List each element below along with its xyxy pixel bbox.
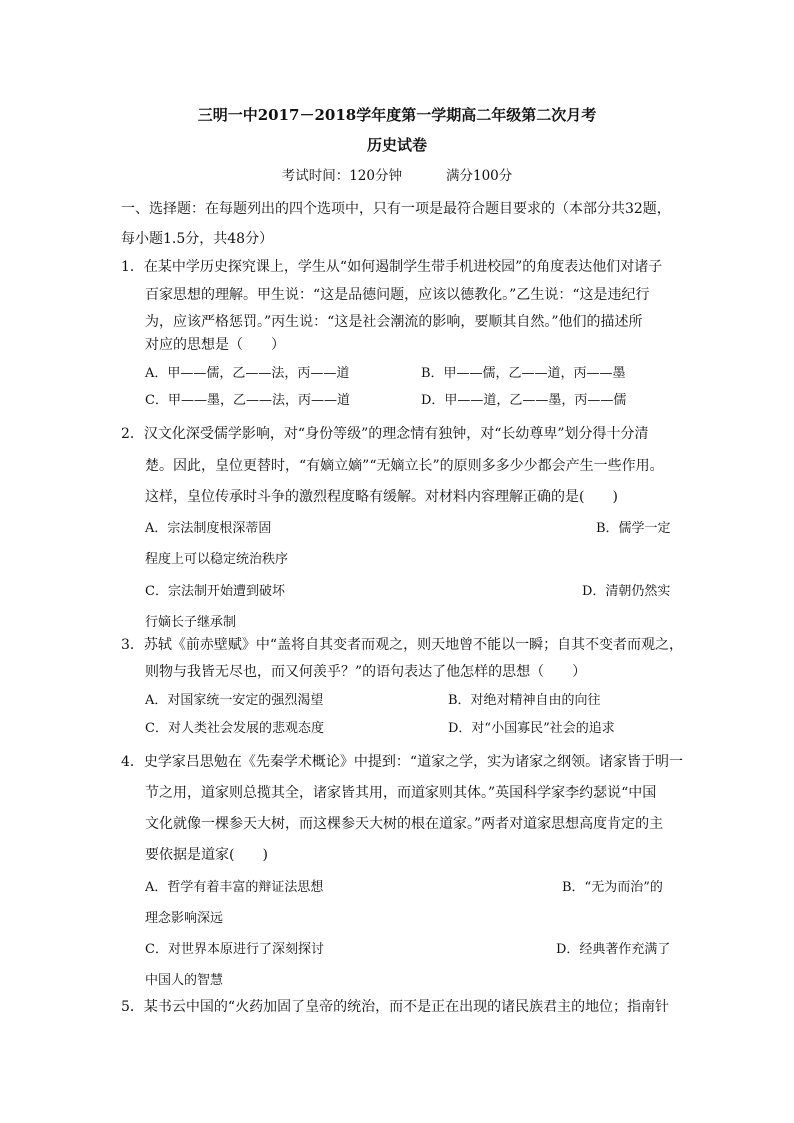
q4-option-d: D．经典著作充满了 (556, 942, 671, 957)
q4-option-b-continued: 理念影响深远 (145, 911, 224, 926)
q2-option-c: C．宗法制开始遭到破坏 (145, 584, 285, 599)
q2-option-a: A．宗法制度根深蒂固 (145, 521, 272, 536)
q2-stem-line-3: 这样，皇位传承时斗争的激烈程度略有缓解。对材料内容理解正确的是( ) (145, 489, 618, 505)
section-instruction-line-2: 每小题1.5分，共48分） (121, 231, 274, 247)
full-score: 满分100分 (446, 168, 513, 184)
q4-option-b: B．“无为而治”的 (562, 880, 663, 895)
q3-stem-line-2: 则物与我皆无尽也，而又何羡乎？”的语句表达了他怎样的思想（ ） (145, 664, 587, 680)
q3-option-b: B．对绝对精神自由的向往 (448, 693, 601, 708)
q4-option-a: A．哲学有着丰富的辩证法思想 (145, 880, 324, 895)
q1-option-b: B．甲——儒，乙——道，丙——墨 (421, 366, 626, 381)
q1-stem-line-4: 对应的思想是（ ） (145, 337, 285, 353)
q4-option-c: C．对世界本原进行了深刻探讨 (145, 942, 324, 957)
q4-option-d-continued: 中国人的智慧 (145, 973, 224, 988)
q2-stem-line-1: 2．汉文化深受儒学影响，对“身份等级”的理念情有独钟，对“长幼尊卑”划分得十分清 (121, 426, 649, 442)
q3-option-c: C．对人类社会发展的悲观态度 (145, 721, 324, 736)
q1-option-c: C．甲——墨，乙——法，丙——道 (145, 393, 350, 408)
exam-meta (0, 164, 794, 184)
q4-stem-line-2: 节之用，道家则总揽其全，诸家皆其用，而道家则其体。”英国科学家李约瑟说“中国 (145, 785, 657, 801)
q3-option-d: D．对“小国寡民”社会的追求 (448, 721, 615, 736)
q4-stem-line-3: 文化就像一棵参天大树，而这棵参天大树的根在道家。”两者对道家思想高度肯定的主 (145, 816, 664, 832)
q4-stem-line-4: 要依据是道家( ) (145, 847, 268, 863)
q1-option-a: A．甲——儒，乙——法，丙——道 (145, 366, 350, 381)
q3-option-a: A．对国家统一安定的强烈渴望 (145, 693, 324, 708)
q2-option-b-continued: 程度上可以稳定统治秩序 (145, 552, 289, 567)
exam-title: 三明一中2017－2018学年度第一学期高二年级第二次月考 (197, 106, 597, 124)
q4-stem-line-1: 4．史学家吕思勉在《先秦学术概论》中提到：“道家之学，实为诸家之纲领。诸家皆于明一 (121, 754, 684, 770)
q2-option-b: B．儒学一定 (596, 521, 671, 536)
q1-option-d: D．甲——道，乙——墨，丙——儒 (421, 393, 627, 408)
q1-stem-line-2: 百家思想的理解。甲生说：“这是品德问题，应该以德教化。”乙生说：“这是违纪行 (145, 287, 650, 303)
q5-stem-line-1: 5．某书云中国的“火药加固了皇帝的统治，而不是正在出现的诸民族君主的地位；指南针 (121, 999, 670, 1015)
q2-option-d-continued: 行嫡长子继承制 (145, 615, 237, 630)
q1-stem-line-3: 为，应该严格惩罚。”丙生说：“这是社会潮流的影响，要顺其自然。”他们的描述所 (145, 314, 643, 330)
q3-stem-line-1: 3．苏轼《前赤壁赋》中“盖将自其变者而观之，则天地曾不能以一瞬；自其不变者而观之， (121, 637, 684, 653)
section-instruction-line-1: 一、选择题：在每题列出的四个选项中，只有一项是最符合题目要求的（本部分共32题， (121, 201, 671, 217)
exam-time: 考试时间：120分钟 (281, 168, 402, 184)
q2-stem-line-2: 楚。因此，皇位更替时，“有嫡立嫡”“无嫡立长”的原则多多少少都会产生一些作用。 (145, 458, 664, 474)
q2-option-d: D．清朝仍然实 (582, 584, 671, 599)
exam-subtitle: 历史试卷 (366, 136, 427, 154)
q1-stem-line-1: 1．在某中学历史探究课上，学生从“如何遏制学生带手机进校园”的角度表达他们对诸子 (121, 259, 663, 275)
